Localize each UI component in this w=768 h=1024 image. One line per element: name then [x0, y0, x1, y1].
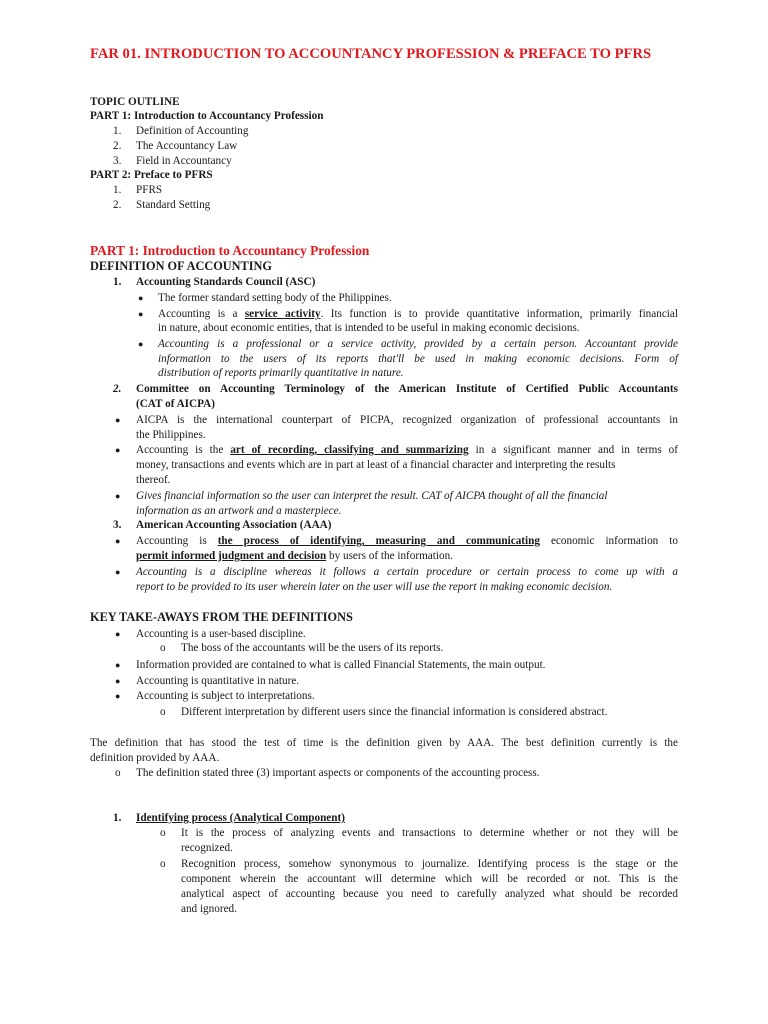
- asc-note: information to the users of its reports that'll be used in making economic decisions. Form of: [158, 353, 678, 365]
- bullet-icon: ●: [115, 691, 121, 701]
- part1-heading: PART 1: Introduction to Accountancy Profession: [90, 243, 370, 258]
- bullet-icon: ●: [138, 293, 144, 303]
- emphasis: permit informed judgment and decision: [136, 550, 327, 562]
- outline-num: 2.: [113, 199, 122, 211]
- cat-bullet: Accounting is the art of recording, classifying and summarizing in a significant manner and in terms of: [136, 444, 679, 456]
- outline-part1: PART 1: Introduction to Accountancy Profession: [90, 110, 324, 122]
- bullet-icon: ●: [138, 309, 144, 319]
- takeaway-item: Accounting is subject to interpretations.: [136, 690, 315, 702]
- identifying-subitem: Recognition process, somehow synonymous to journalize. Identifying process is the stage or the: [181, 858, 678, 870]
- outline-item: Field in Accountancy: [136, 155, 232, 167]
- sub-marker: o: [160, 642, 166, 654]
- takeaway-item: Accounting is a user-based discipline.: [136, 628, 306, 640]
- outline-num: 1.: [113, 125, 122, 137]
- cat-bullet: AICPA is the international counterpart of PICPA, recognized organization of professional accountants in: [136, 414, 678, 426]
- asc-heading: Accounting Standards Council (ASC): [136, 276, 316, 288]
- identifying-subitem-cont: recognized.: [181, 842, 233, 854]
- takeaways-heading: KEY TAKE-AWAYS FROM THE DEFINITIONS: [90, 610, 353, 624]
- identifying-subitem-cont: component wherein the accountant will determine which will be recorded or not. This is the: [181, 873, 678, 885]
- aaa-bullet: Accounting is the process of identifying, measuring and communicating economic information to: [136, 535, 678, 547]
- outline-part2: PART 2: Preface to PFRS: [90, 169, 213, 181]
- cat-bullet-cont: the Philippines.: [136, 429, 206, 441]
- takeaway-subitem: Different interpretation by different users since the financial information is considered abstract.: [181, 706, 608, 718]
- aaa-heading: American Accounting Association (AAA): [136, 519, 332, 531]
- identifying-subitem: It is the process of analyzing events and transactions to determine whether or not they will be: [181, 827, 678, 839]
- cat-bullet-cont: money, transactions and events which are in part at least of a financial character and interpreting the results: [136, 459, 616, 471]
- aaa-note: Accounting is a discipline whereas it follows a certain procedure or certain process to come up with a: [136, 566, 678, 578]
- cat-note: Gives financial information so the user can interpret the result. CAT of AICPA thought of all the financial: [136, 490, 608, 502]
- aaa-bullet-cont: permit informed judgment and decision by users of the information.: [136, 550, 453, 562]
- identifying-subitem-cont: and ignored.: [181, 903, 237, 915]
- cat-note: information as an artwork and a masterpiece.: [136, 505, 342, 517]
- takeaway-item: Information provided are contained to what is called Financial Statements, the main output.: [136, 659, 546, 671]
- aaa-note: report to be provided to its user wherein later on the user will use the report in making economic decision.: [136, 581, 613, 593]
- outline-item: PFRS: [136, 184, 163, 196]
- bullet-icon: ●: [115, 567, 121, 577]
- asc-bullet: Accounting is a service activity. Its function is to provide quantitative information, primarily financial: [158, 308, 678, 320]
- emphasis: the process of identifying, measuring and communicating: [217, 535, 540, 547]
- identifying-heading: Identifying process (Analytical Component): [136, 812, 345, 824]
- bullet-icon: ●: [115, 415, 121, 425]
- takeaway-item: Accounting is quantitative in nature.: [136, 675, 300, 687]
- section-num: 1.: [113, 812, 122, 824]
- sub-marker: o: [160, 827, 166, 839]
- bullet-icon: ●: [138, 339, 144, 349]
- bullet-icon: ●: [115, 660, 121, 670]
- takeaway-subitem: The boss of the accountants will be the users of its reports.: [181, 642, 444, 654]
- document-title: FAR 01. INTRODUCTION TO ACCOUNTANCY PROFESSION & PREFACE TO PFRS: [90, 46, 652, 62]
- sub-marker: o: [115, 767, 121, 779]
- outline-num: 2.: [113, 140, 122, 152]
- emphasis: service activity: [244, 308, 321, 320]
- bullet-icon: ●: [115, 445, 121, 455]
- bullet-icon: ●: [115, 629, 121, 639]
- cat-heading: Committee on Accounting Terminology of the American Institute of Certified Public Accountants: [136, 383, 678, 395]
- cat-heading-cont: (CAT of AICPA): [136, 398, 215, 410]
- outline-item: Standard Setting: [136, 199, 211, 211]
- section-num: 1.: [113, 276, 122, 288]
- asc-note: Accounting is a professional or a service activity, provided by a certain person. Accountant provide: [158, 338, 678, 350]
- outline-item: Definition of Accounting: [136, 125, 249, 137]
- sub-marker: o: [160, 706, 166, 718]
- cat-bullet-cont: thereof.: [136, 474, 171, 486]
- asc-bullet: The former standard setting body of the Philippines.: [158, 292, 392, 304]
- definition-paragraph-cont: definition provided by AAA.: [90, 752, 220, 764]
- outline-item: The Accountancy Law: [136, 140, 238, 152]
- sub-marker: o: [160, 858, 166, 870]
- paragraph-subitem: The definition stated three (3) important aspects or components of the accounting process.: [136, 767, 540, 779]
- outline-num: 1.: [113, 184, 122, 196]
- bullet-icon: ●: [115, 676, 121, 686]
- topic-outline-heading: TOPIC OUTLINE: [90, 96, 180, 108]
- asc-bullet-cont: in nature, about economic entities, that is intended to be useful in making economic decisions.: [158, 322, 580, 334]
- section-num: 2.: [113, 383, 122, 395]
- definition-paragraph: The definition that has stood the test of time is the definition given by AAA. The best definition currently is the: [90, 737, 678, 749]
- identifying-subitem-cont: analytical aspect of accounting because you need to carefully analyzed what should be recorded: [181, 888, 678, 900]
- bullet-icon: ●: [115, 491, 121, 501]
- asc-note: distribution of reports primarily quantitative in nature.: [158, 367, 404, 379]
- definition-heading: DEFINITION OF ACCOUNTING: [90, 259, 272, 273]
- bullet-icon: ●: [115, 536, 121, 546]
- emphasis: art of recording, classifying and summarizing: [230, 444, 469, 456]
- outline-num: 3.: [113, 155, 122, 167]
- section-num: 3.: [113, 519, 122, 531]
